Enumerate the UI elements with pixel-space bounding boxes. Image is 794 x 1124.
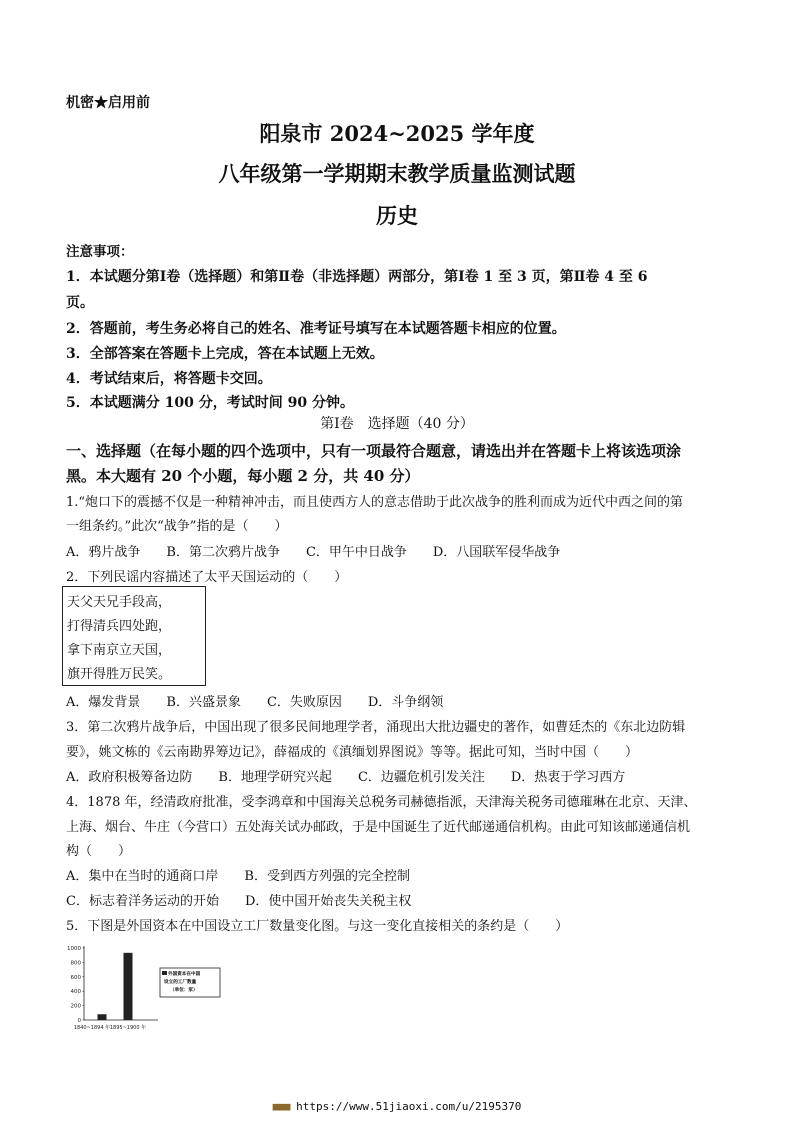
question-1-stem: 1.“炮口下的震撼不仅是一种精神冲击，而且使西方人的意志借助于此次战争的胜利而成为近代中西之间的第 <box>66 495 684 510</box>
legend-line-1: 外国资本在中国 <box>168 972 201 977</box>
question-3-stem: 3．第二次鸦片战争后，中国出现了很多民间地理学者，涌现出大批边疆史的著作，如曹廷杰的《东北边防辑 <box>66 720 686 735</box>
notice-item-1: 1．本试题分第Ⅰ卷（选择题）和第Ⅱ卷（非选择题）两部分，第Ⅰ卷 1 至 3 页，第Ⅱ卷 4 至 6 <box>66 269 648 285</box>
question-3-options: A．政府积极筹备边防 B．地理学研究兴起 C．边疆危机引发关注 D．热衷于学习西方 <box>66 770 626 785</box>
subject-title: 历史 <box>376 203 418 228</box>
notice-heading: 注意事项： <box>66 244 134 260</box>
question-1-options: A．鸦片战争 B．第二次鸦片战争 C．甲午中日战争 D．八国联军侵华战争 <box>66 545 561 560</box>
factory-count-chart <box>58 940 228 1040</box>
footer <box>0 1100 794 1113</box>
notice-item-3: 3．全部答案在答题卡上完成，答在本试题上无效。 <box>66 346 384 362</box>
y-tick-label: 400 <box>70 989 81 996</box>
rhyme-line-2: 打得清兵四处跑， <box>67 619 172 634</box>
y-tick-label: 1000 <box>67 946 81 952</box>
y-tick-label: 200 <box>70 1003 81 1010</box>
x-category-label: 1840~1894 年 <box>73 1025 111 1031</box>
notice-item-4: 4．考试结束后，将答题卡交回。 <box>66 371 272 387</box>
footer-url[interactable]: https://www.51jiaoxi.com/u/2195370 <box>296 1100 522 1113</box>
question-1-stem-cont: 一组条约。”此次“战争”指的是（ ） <box>66 519 288 534</box>
y-tick-label: 600 <box>70 974 81 981</box>
bar-1 <box>98 1014 107 1020</box>
folk-rhyme-box <box>62 586 206 686</box>
y-tick-label: 800 <box>70 960 81 967</box>
confidential-mark: 机密★启用前 <box>66 95 150 111</box>
exam-title-line2: 八年级第一学期期末教学质量监测试题 <box>218 161 576 186</box>
notice-item-1-cont: 页。 <box>66 295 94 311</box>
question-4-stem: 4．1878 年，经清政府批准，受李鸿章和中国海关总税务司赫德指派，天津海关税务司德璀琳在北京、天津、 <box>66 795 697 810</box>
y-tick-label: 0 <box>77 1018 81 1024</box>
part-instructions-line1: 一、选择题（在每小题的四个选项中，只有一项最符合题意，请选出并在答题卡上将该选项涂 <box>66 442 682 460</box>
question-4-options-1: A．集中在当时的通商口岸 B．受到西方列强的完全控制 <box>66 869 410 884</box>
rhyme-line-1: 天父天兄手段高， <box>67 595 172 610</box>
legend-line-2: 设立的工厂数量 <box>164 980 197 985</box>
chart-legend <box>160 968 220 997</box>
legend-swatch <box>162 971 167 975</box>
question-3-stem-cont: 要》，姚文栋的《云南勘界筹边记》，薛福成的《滇缅划界图说》等等。据此可知，当时中国（ ） <box>66 745 639 760</box>
question-2-options: A．爆发背景 B．兴盛景象 C．失败原因 D．斗争纲领 <box>66 695 444 710</box>
question-4-stem-cont1: 上海、烟台、牛庄（今营口）五处海关试办邮政，于是中国诞生了近代邮递通信机构。由此可知该邮递通信机 <box>66 820 691 835</box>
footer-dots: ■■■ <box>272 1100 290 1113</box>
rhyme-line-4: 旗开得胜万民笑。 <box>67 667 172 682</box>
question-4-stem-cont2: 构（ ） <box>66 844 132 859</box>
exam-title-line1: 阳泉市 2024~2025 学年度 <box>259 121 535 146</box>
part-instructions-line2: 黑。本大题有 20 个小题，每小题 2 分，共 40 分） <box>66 467 420 485</box>
x-category-label: 1895~1900 年 <box>109 1025 147 1031</box>
notice-item-5: 5．本试题满分 100 分，考试时间 90 分钟。 <box>66 395 354 411</box>
section-title: 第Ⅰ卷 选择题（40 分） <box>320 416 474 432</box>
question-2-stem: 2．下列民谣内容描述了太平天国运动的（ ） <box>66 570 348 585</box>
rhyme-line-3: 拿下南京立天国， <box>67 643 172 658</box>
bar-2 <box>124 953 133 1020</box>
notice-item-2: 2．答题前，考生务必将自己的姓名、准考证号填写在本试题答题卡相应的位置。 <box>66 321 566 337</box>
legend-line-3: （单位：家） <box>170 988 198 993</box>
question-4-options-2: C．标志着洋务运动的开始 D．使中国开始丧失关税主权 <box>66 894 412 909</box>
question-5-stem: 5．下图是外国资本在中国设立工厂数量变化图。与这一变化直接相关的条约是（ ） <box>66 919 569 934</box>
